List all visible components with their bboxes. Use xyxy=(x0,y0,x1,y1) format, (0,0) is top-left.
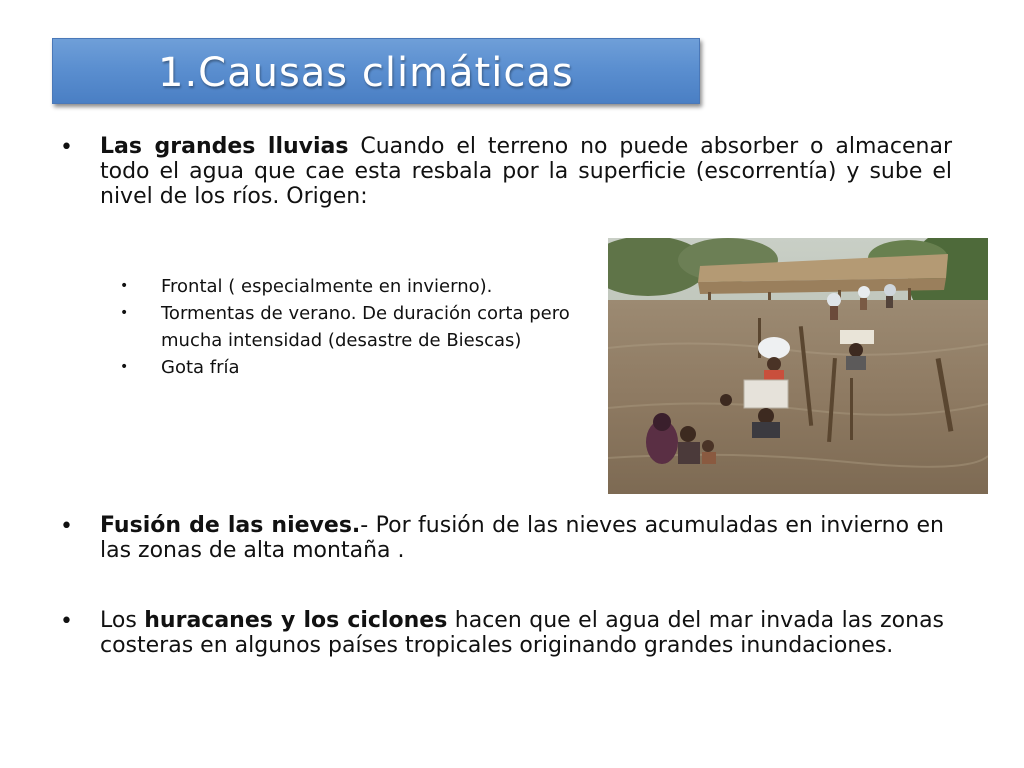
sub-bullet-symbol: • xyxy=(120,305,129,321)
origin-gota-fria: Gota fría xyxy=(161,357,240,378)
rain-origins-list xyxy=(120,273,590,381)
origin-summer-storms: Tormentas de verano. De duración corta pero mucha intensidad (desastre de Biescas) xyxy=(161,303,570,351)
snow-text: - Por fusión de las nieves acumuladas en invierno en las zonas de alta montaña . xyxy=(100,513,944,563)
hurricanes-heading: huracanes y los ciclones xyxy=(144,608,448,633)
rain-text: Cuando el terreno no puede absorber o almacenar todo el agua que cae esta resbala por la superficie (escorrentía) y sube el nivel de los ríos. Origen: xyxy=(100,134,952,209)
slide-title: 1.Causas climáticas xyxy=(158,50,574,96)
bullet-symbol: • xyxy=(60,514,73,539)
origin-frontal: Frontal ( especialmente en invierno). xyxy=(161,276,493,297)
bullet-symbol: • xyxy=(60,135,73,160)
rain-heading: Las grandes lluvias xyxy=(100,134,349,159)
list-item xyxy=(120,300,590,354)
hurricanes-text: hacen que el agua del mar invada las zonas costeras en algunos países tropicales originando grandes inundaciones. xyxy=(100,608,945,658)
sub-bullet-symbol: • xyxy=(120,278,129,294)
hurricanes-paragraph xyxy=(100,608,944,658)
list-item xyxy=(120,273,590,300)
flood-photo xyxy=(608,238,988,494)
bullet-symbol: • xyxy=(60,609,73,634)
sub-bullet-symbol: • xyxy=(120,359,129,375)
snow-heading: Fusión de las nieves. xyxy=(100,513,361,538)
rain-paragraph xyxy=(100,134,952,209)
hurricanes-prefix: Los xyxy=(100,608,145,633)
list-item xyxy=(120,354,590,381)
snow-paragraph xyxy=(100,513,944,563)
